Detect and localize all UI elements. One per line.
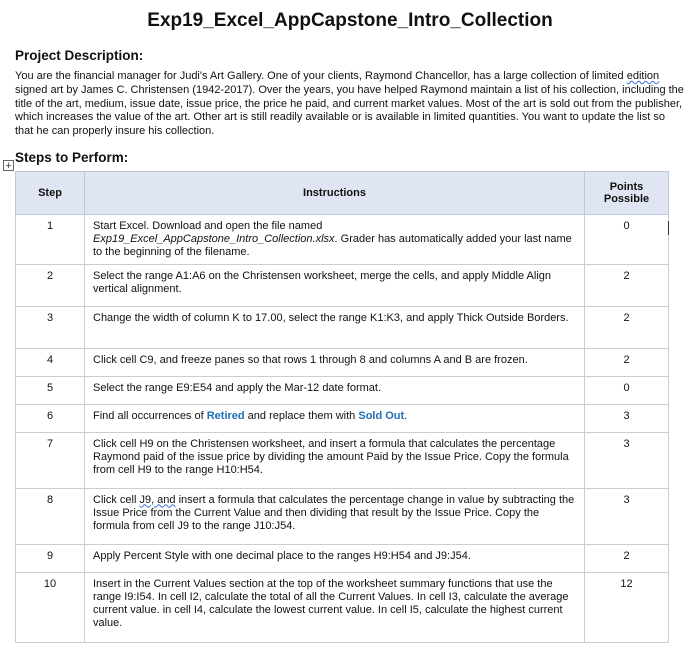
- description-part1: You are the financial manager for Judi's Art Gallery. One of your clients, Raymond Chancellor, has a large collection of limited: [15, 70, 627, 82]
- step-points: 2: [585, 544, 669, 572]
- step-instruction: Select the range A1:A6 on the Christensen worksheet, merge the cells, and apply Middle Align vertical alignment.: [85, 264, 585, 306]
- step-number: 1: [16, 215, 85, 265]
- step-points: 0: [585, 215, 669, 265]
- table-expand-icon[interactable]: +: [3, 160, 14, 171]
- step-number: 5: [16, 376, 85, 404]
- step-points: 3: [585, 488, 669, 544]
- step-number: 2: [16, 264, 85, 306]
- step-points: 2: [585, 264, 669, 306]
- step-instruction: Select the range E9:E54 and apply the Mar-12 date format.: [85, 376, 585, 404]
- points-header-line1: Points: [609, 181, 644, 193]
- step-points: 0: [585, 376, 669, 404]
- description-part2: signed art by James C. Christensen (1942-2017). Over the years, you have helped Raymond maintain a list of his collection, including the title of the art, medium, issue date, issue price, the price he paid, and current market values. Most of the art is sold out from the publisher, which increases the value of the art. Other art is still readily available or is available in limited quantities. You want to update the list so that he can properly insure his collection.: [15, 83, 684, 138]
- find-term: Retired: [206, 409, 245, 422]
- table-row: [16, 544, 669, 572]
- table-row: [16, 348, 669, 376]
- step-instruction: Click cell C9, and freeze panes so that rows 1 through 8 and columns A and B are frozen.: [85, 348, 585, 376]
- step-number: 4: [16, 348, 85, 376]
- table-row: [16, 488, 669, 544]
- table-header-row: [16, 172, 669, 215]
- step-instruction: Change the width of column K to 17.00, select the range K1:K3, and apply Thick Outside Borders.: [85, 306, 585, 348]
- spellcheck-word: J9, and: [139, 493, 176, 506]
- step-number: 10: [16, 572, 85, 642]
- step-points: 3: [585, 404, 669, 432]
- table-row: [16, 306, 669, 348]
- table-row: [16, 432, 669, 488]
- instruction-filename: Exp19_Excel_AppCapstone_Intro_Collection.xlsx: [93, 233, 335, 246]
- step-number: 8: [16, 488, 85, 544]
- instruction-text: . Grader has automatically added your last name to the beginning of the filename.: [93, 233, 572, 259]
- step-instruction: [85, 488, 585, 544]
- step-instruction: [85, 215, 585, 265]
- table-row: [16, 215, 669, 265]
- table-row: [16, 572, 669, 642]
- table-row: [16, 404, 669, 432]
- step-instruction: Apply Percent Style with one decimal place to the ranges H9:H54 and J9:J54.: [85, 544, 585, 572]
- instructions-column-header: Instructions: [85, 172, 585, 215]
- step-instruction: [85, 404, 585, 432]
- instruction-text: Click cell: [93, 493, 140, 506]
- document-title: Exp19_Excel_AppCapstone_Intro_Collection: [147, 10, 553, 31]
- steps-heading: Steps to Perform:: [15, 150, 129, 165]
- table-row: [16, 264, 669, 306]
- step-number: 9: [16, 544, 85, 572]
- steps-table: [15, 171, 669, 643]
- instruction-text: Start Excel. Download and open the file named: [93, 220, 323, 232]
- text-cursor: [668, 221, 669, 235]
- spellcheck-word: edition: [626, 70, 660, 82]
- step-points: 12: [585, 572, 669, 642]
- points-header-line2: Possible: [603, 193, 650, 205]
- step-instruction: Insert in the Current Values section at the top of the worksheet summary functions that use the range I9:I54. In cell I2, calculate the total of all the Current Values. In cell I3, calculate the average current value. in cell I4, calculate the lowest current value. In cell I5, calculate the highest current value.: [85, 572, 585, 642]
- step-column-header: Step: [16, 172, 85, 215]
- project-description-heading: Project Description:: [15, 48, 144, 63]
- points-column-header: [585, 172, 669, 215]
- instruction-text: insert a formula that calculates the percentage change in value by subtracting the Issue Price from the Current Value and then dividing that result by the Issue Price. Copy the formula from cell J9 to the range J10:J54.: [93, 493, 575, 533]
- step-number: 7: [16, 432, 85, 488]
- table-row: [16, 376, 669, 404]
- step-points: 2: [585, 306, 669, 348]
- instruction-text: .: [404, 409, 408, 422]
- step-number: 3: [16, 306, 85, 348]
- replace-term: Sold Out: [358, 409, 405, 422]
- project-description: [15, 70, 685, 139]
- step-number: 6: [16, 404, 85, 432]
- step-points: 3: [585, 432, 669, 488]
- instruction-text: and replace them with: [244, 409, 359, 422]
- step-points: 2: [585, 348, 669, 376]
- step-instruction: Click cell H9 on the Christensen worksheet, and insert a formula that calculates the percentage Raymond paid of the issue price by dividing the amount Paid by the Issue Price. Copy the formula from cell H9 to the range H10:H54.: [85, 432, 585, 488]
- instruction-text: Find all occurrences of: [93, 409, 207, 422]
